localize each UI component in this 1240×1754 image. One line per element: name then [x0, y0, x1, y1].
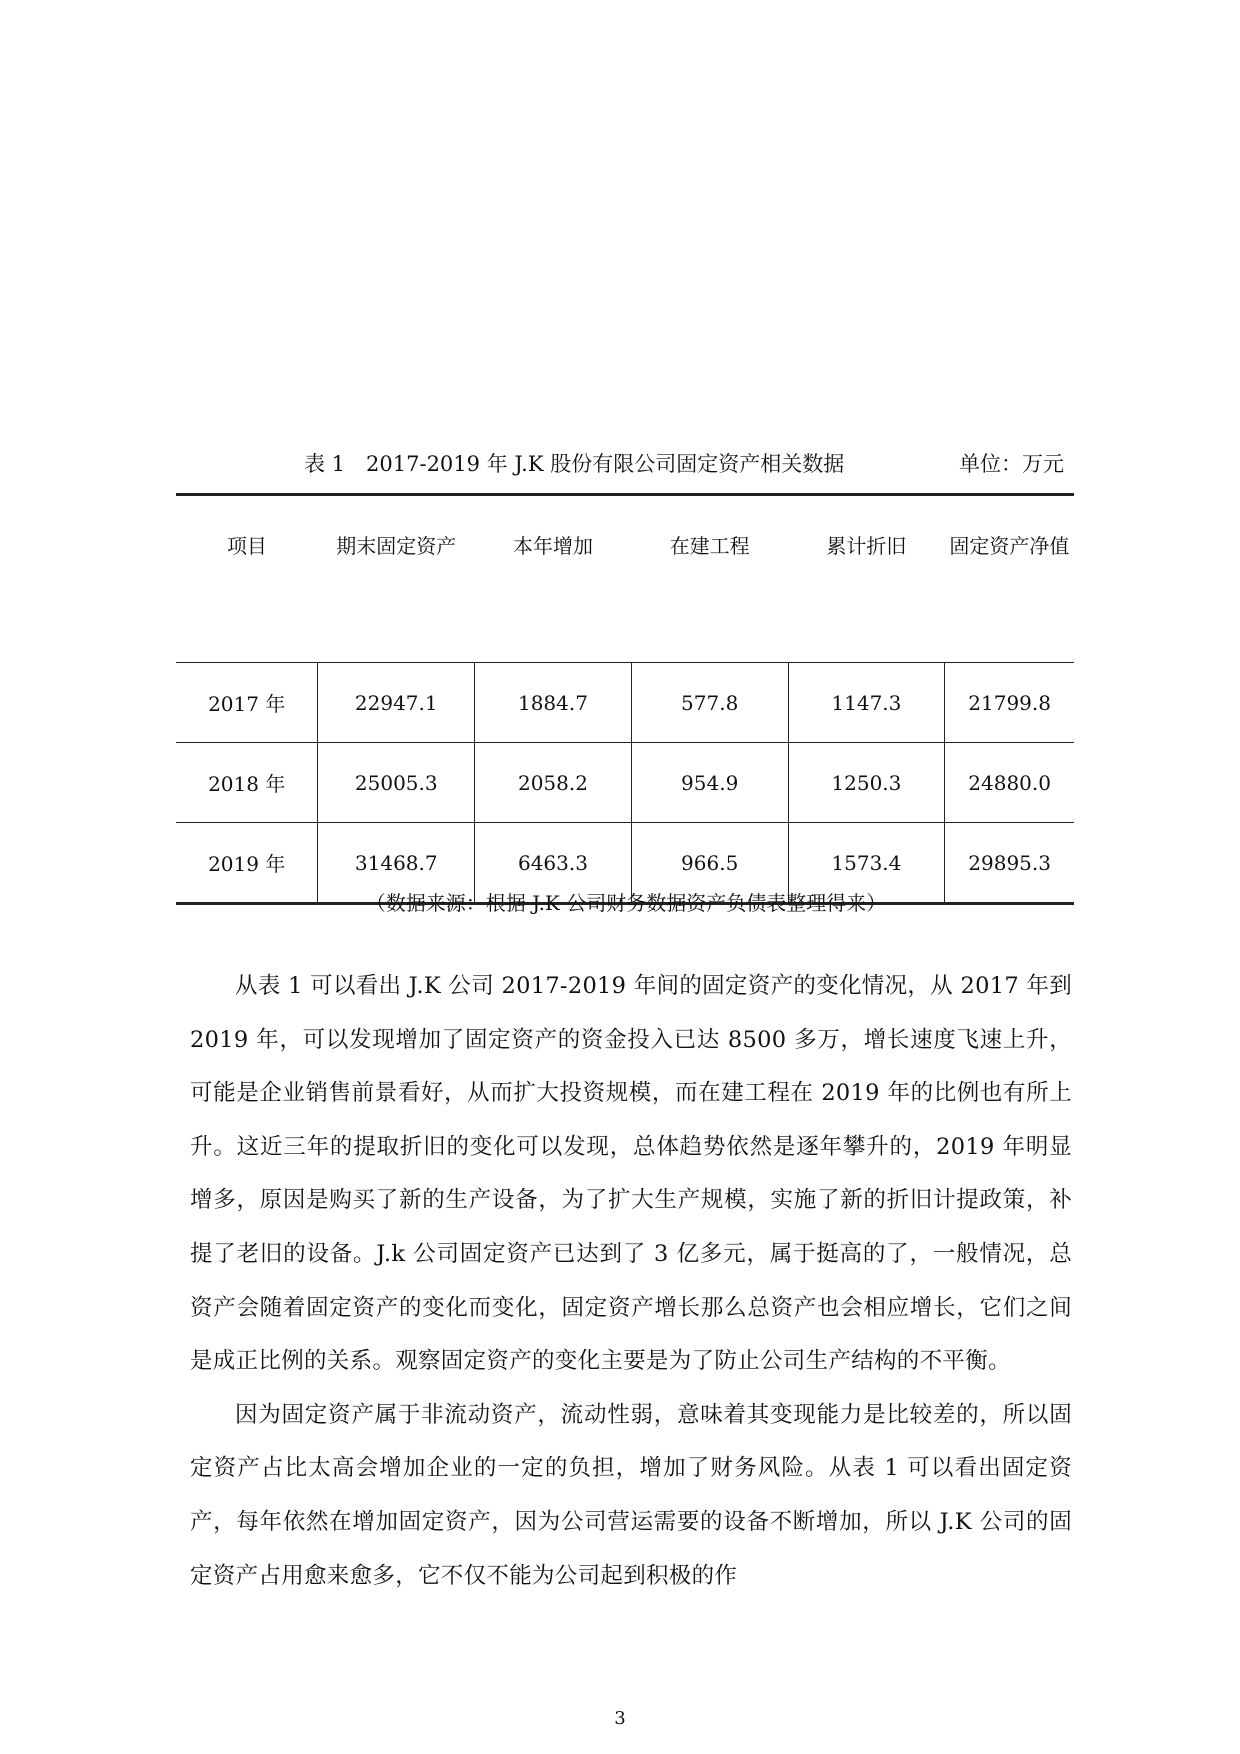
table-cell: 21799.8 [945, 663, 1074, 743]
table-header-row [176, 495, 1074, 663]
table-cell: 29895.3 [945, 823, 1074, 904]
table-cell: 25005.3 [318, 743, 475, 823]
table-cell: 2017 年 [176, 663, 318, 743]
table-row [176, 743, 1074, 823]
table-cell: 1250.3 [788, 743, 945, 823]
table-cell: 2058.2 [475, 743, 632, 823]
header-cell: 固定资产净值 [945, 495, 1074, 663]
table-cell: 2019 年 [176, 823, 318, 904]
header-cell: 项目 [176, 495, 318, 663]
paragraph: 从表 1 可以看出 J.K 公司 2017-2019 年间的固定资产的变化情况，从 2017 年到 2019 年，可以发现增加了固定资产的资金投入已达 8500 多万，增长速度飞速上升，可能是企业销售前景看好，从而扩大投资规模，而在建工程在 2019 年的比例也有所上升。这近三年的提取折旧的变化可以发现，总体趋势依然是逐年攀升的，2019 年明显增多，原因是购买了新的生产设备，为了扩大生产规模，实施了新的折旧计提政策，补提了老旧的设备。J.k 公司固定资产已达到了 3 亿多元，属于挺高的了，一般情况，总资产会随着固定资产的变化而变化，固定资产增长那么总资产也会相应增长，它们之间是成正比例的关系。观察固定资产的变化主要是为了防止公司生产结构的不平衡。 [190, 973, 1072, 1375]
table-cell: 1147.3 [788, 663, 945, 743]
paragraph: 因为固定资产属于非流动资产，流动性弱，意味着其变现能力是比较差的，所以固定资产占比太高会增加企业的一定的负担，增加了财务风险。从表 1 可以看出固定资产，每年依然在增加固定资产，因为公司营运需要的设备不断增加，所以 J.K 公司的固定资产占用愈来愈多，它不仅不能为公司起到积极的作 [190, 1401, 1072, 1589]
table-cell: 24880.0 [945, 743, 1074, 823]
header-cell: 在建工程 [631, 495, 788, 663]
table-caption: 表 1 2017-2019 年 J.K 股份有限公司固定资产相关数据 [304, 452, 845, 476]
table-cell: 1573.4 [788, 823, 945, 904]
body-text [190, 960, 1072, 1603]
table-cell: 1884.7 [475, 663, 632, 743]
header-cell: 累计折旧 [788, 495, 945, 663]
table-cell: 954.9 [631, 743, 788, 823]
header-cell: 期末固定资产 [318, 495, 475, 663]
table-cell: 31468.7 [318, 823, 475, 904]
table-cell: 6463.3 [475, 823, 632, 904]
page-number: 3 [614, 1708, 626, 1729]
table-row [176, 663, 1074, 743]
table-source-note: （数据来源：根据 J.K 公司财务数据资产负债表整理得来） [365, 891, 887, 915]
fixed-assets-table [176, 493, 1074, 905]
table-caption-row [176, 448, 1076, 482]
table-cell: 577.8 [631, 663, 788, 743]
table-cell: 966.5 [631, 823, 788, 904]
table-unit: 单位：万元 [959, 452, 1064, 476]
table-cell: 22947.1 [318, 663, 475, 743]
header-cell: 本年增加 [475, 495, 632, 663]
table-cell: 2018 年 [176, 743, 318, 823]
